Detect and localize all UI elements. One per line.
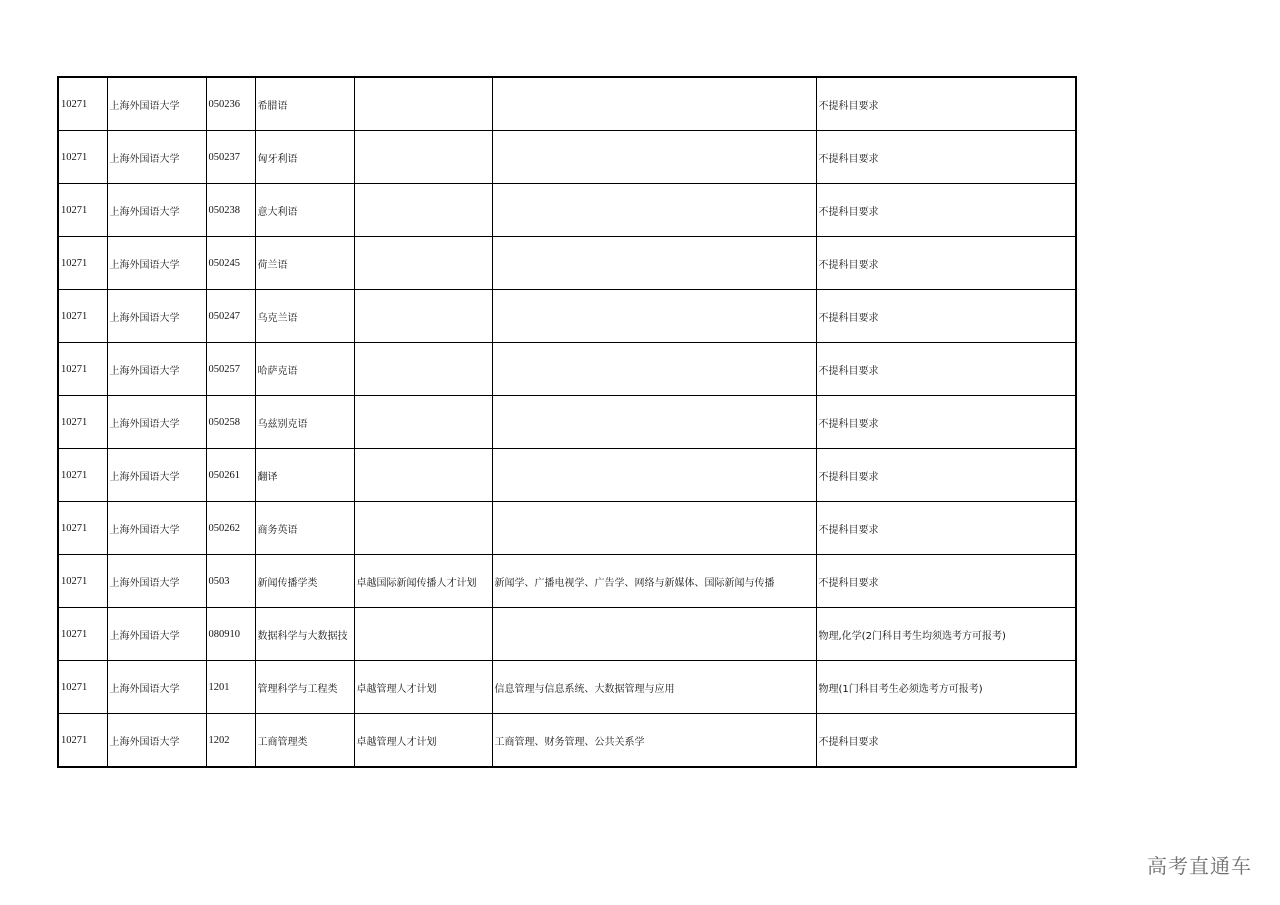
plan-name-cell: 卓越管理人才计划: [354, 714, 492, 768]
major-code-cell: 050257: [206, 343, 255, 396]
institution-name-cell: 上海外国语大学: [107, 131, 206, 184]
plan-name-cell: [354, 396, 492, 449]
table-row: [58, 608, 1076, 661]
included-majors-cell: [492, 502, 816, 555]
institution-name-cell: 上海外国语大学: [107, 237, 206, 290]
institution-code-cell: 10271: [58, 608, 107, 661]
included-majors-cell: [492, 290, 816, 343]
table-row: [58, 343, 1076, 396]
major-name-cell: 管理科学与工程类: [255, 661, 354, 714]
major-name-cell: 翻译: [255, 449, 354, 502]
major-name-cell: 乌克兰语: [255, 290, 354, 343]
included-majors-cell: [492, 77, 816, 131]
table-row: [58, 714, 1076, 768]
plan-name-cell: [354, 343, 492, 396]
institution-code-cell: 10271: [58, 661, 107, 714]
included-majors-cell: [492, 608, 816, 661]
included-majors-cell: [492, 343, 816, 396]
institution-code-cell: 10271: [58, 714, 107, 768]
subject-requirement-cell: 不提科目要求: [816, 714, 1076, 768]
major-name-cell: 商务英语: [255, 502, 354, 555]
plan-name-cell: 卓越国际新闻传播人才计划: [354, 555, 492, 608]
subject-requirement-cell: 不提科目要求: [816, 502, 1076, 555]
plan-name-cell: [354, 449, 492, 502]
spreadsheet-page: [57, 76, 1075, 768]
subject-requirement-cell: 不提科目要求: [816, 184, 1076, 237]
major-code-cell: 050261: [206, 449, 255, 502]
institution-code-cell: 10271: [58, 184, 107, 237]
table-row: [58, 502, 1076, 555]
table-row: [58, 77, 1076, 131]
major-name-cell: 哈萨克语: [255, 343, 354, 396]
institution-code-cell: 10271: [58, 449, 107, 502]
table-row: [58, 131, 1076, 184]
major-code-cell: 1202: [206, 714, 255, 768]
major-code-cell: 050238: [206, 184, 255, 237]
plan-name-cell: [354, 237, 492, 290]
major-code-cell: 050237: [206, 131, 255, 184]
plan-name-cell: [354, 290, 492, 343]
major-name-cell: 荷兰语: [255, 237, 354, 290]
plan-name-cell: [354, 184, 492, 237]
table-row: [58, 290, 1076, 343]
subject-requirement-cell: 不提科目要求: [816, 131, 1076, 184]
table-row: [58, 555, 1076, 608]
table-row: [58, 184, 1076, 237]
major-name-cell: 意大利语: [255, 184, 354, 237]
plan-name-cell: [354, 502, 492, 555]
included-majors-cell: [492, 396, 816, 449]
institution-code-cell: 10271: [58, 77, 107, 131]
institution-code-cell: 10271: [58, 343, 107, 396]
major-code-cell: 050236: [206, 77, 255, 131]
institution-code-cell: 10271: [58, 131, 107, 184]
included-majors-cell: [492, 449, 816, 502]
subject-requirement-cell: 不提科目要求: [816, 290, 1076, 343]
major-code-cell: 050245: [206, 237, 255, 290]
included-majors-cell: 新闻学、广播电视学、广告学、网络与新媒体、国际新闻与传播: [492, 555, 816, 608]
major-code-cell: 050262: [206, 502, 255, 555]
major-name-cell: 希腊语: [255, 77, 354, 131]
table-row: [58, 396, 1076, 449]
major-code-cell: 050247: [206, 290, 255, 343]
major-code-cell: 0503: [206, 555, 255, 608]
plan-name-cell: [354, 77, 492, 131]
watermark: 高考直通车: [1147, 854, 1252, 878]
subject-requirement-cell: 不提科目要求: [816, 449, 1076, 502]
plan-name-cell: [354, 608, 492, 661]
subject-requirements-table: [57, 76, 1077, 768]
institution-name-cell: 上海外国语大学: [107, 290, 206, 343]
plan-name-cell: [354, 131, 492, 184]
major-code-cell: 050258: [206, 396, 255, 449]
institution-name-cell: 上海外国语大学: [107, 608, 206, 661]
institution-code-cell: 10271: [58, 555, 107, 608]
included-majors-cell: 工商管理、财务管理、公共关系学: [492, 714, 816, 768]
major-name-cell: 新闻传播学类: [255, 555, 354, 608]
major-name-cell: 数据科学与大数据技: [255, 608, 354, 661]
plan-name-cell: 卓越管理人才计划: [354, 661, 492, 714]
subject-requirement-cell: 不提科目要求: [816, 343, 1076, 396]
institution-name-cell: 上海外国语大学: [107, 184, 206, 237]
institution-code-cell: 10271: [58, 290, 107, 343]
table-row: [58, 449, 1076, 502]
major-code-cell: 1201: [206, 661, 255, 714]
subject-requirement-cell: 物理,化学(2门科目考生均须选考方可报考): [816, 608, 1076, 661]
subject-requirement-cell: 不提科目要求: [816, 237, 1076, 290]
institution-name-cell: 上海外国语大学: [107, 77, 206, 131]
institution-name-cell: 上海外国语大学: [107, 661, 206, 714]
included-majors-cell: 信息管理与信息系统、大数据管理与应用: [492, 661, 816, 714]
table-row: [58, 661, 1076, 714]
included-majors-cell: [492, 131, 816, 184]
institution-name-cell: 上海外国语大学: [107, 714, 206, 768]
major-code-cell: 080910: [206, 608, 255, 661]
included-majors-cell: [492, 237, 816, 290]
institution-code-cell: 10271: [58, 237, 107, 290]
table-body: [58, 77, 1076, 767]
institution-name-cell: 上海外国语大学: [107, 502, 206, 555]
major-name-cell: 乌兹别克语: [255, 396, 354, 449]
institution-name-cell: 上海外国语大学: [107, 555, 206, 608]
major-name-cell: 工商管理类: [255, 714, 354, 768]
institution-code-cell: 10271: [58, 502, 107, 555]
major-name-cell: 匈牙利语: [255, 131, 354, 184]
table-row: [58, 237, 1076, 290]
included-majors-cell: [492, 184, 816, 237]
subject-requirement-cell: 不提科目要求: [816, 555, 1076, 608]
institution-name-cell: 上海外国语大学: [107, 449, 206, 502]
subject-requirement-cell: 物理(1门科目考生必须选考方可报考): [816, 661, 1076, 714]
institution-name-cell: 上海外国语大学: [107, 396, 206, 449]
subject-requirement-cell: 不提科目要求: [816, 396, 1076, 449]
institution-name-cell: 上海外国语大学: [107, 343, 206, 396]
institution-code-cell: 10271: [58, 396, 107, 449]
subject-requirement-cell: 不提科目要求: [816, 77, 1076, 131]
